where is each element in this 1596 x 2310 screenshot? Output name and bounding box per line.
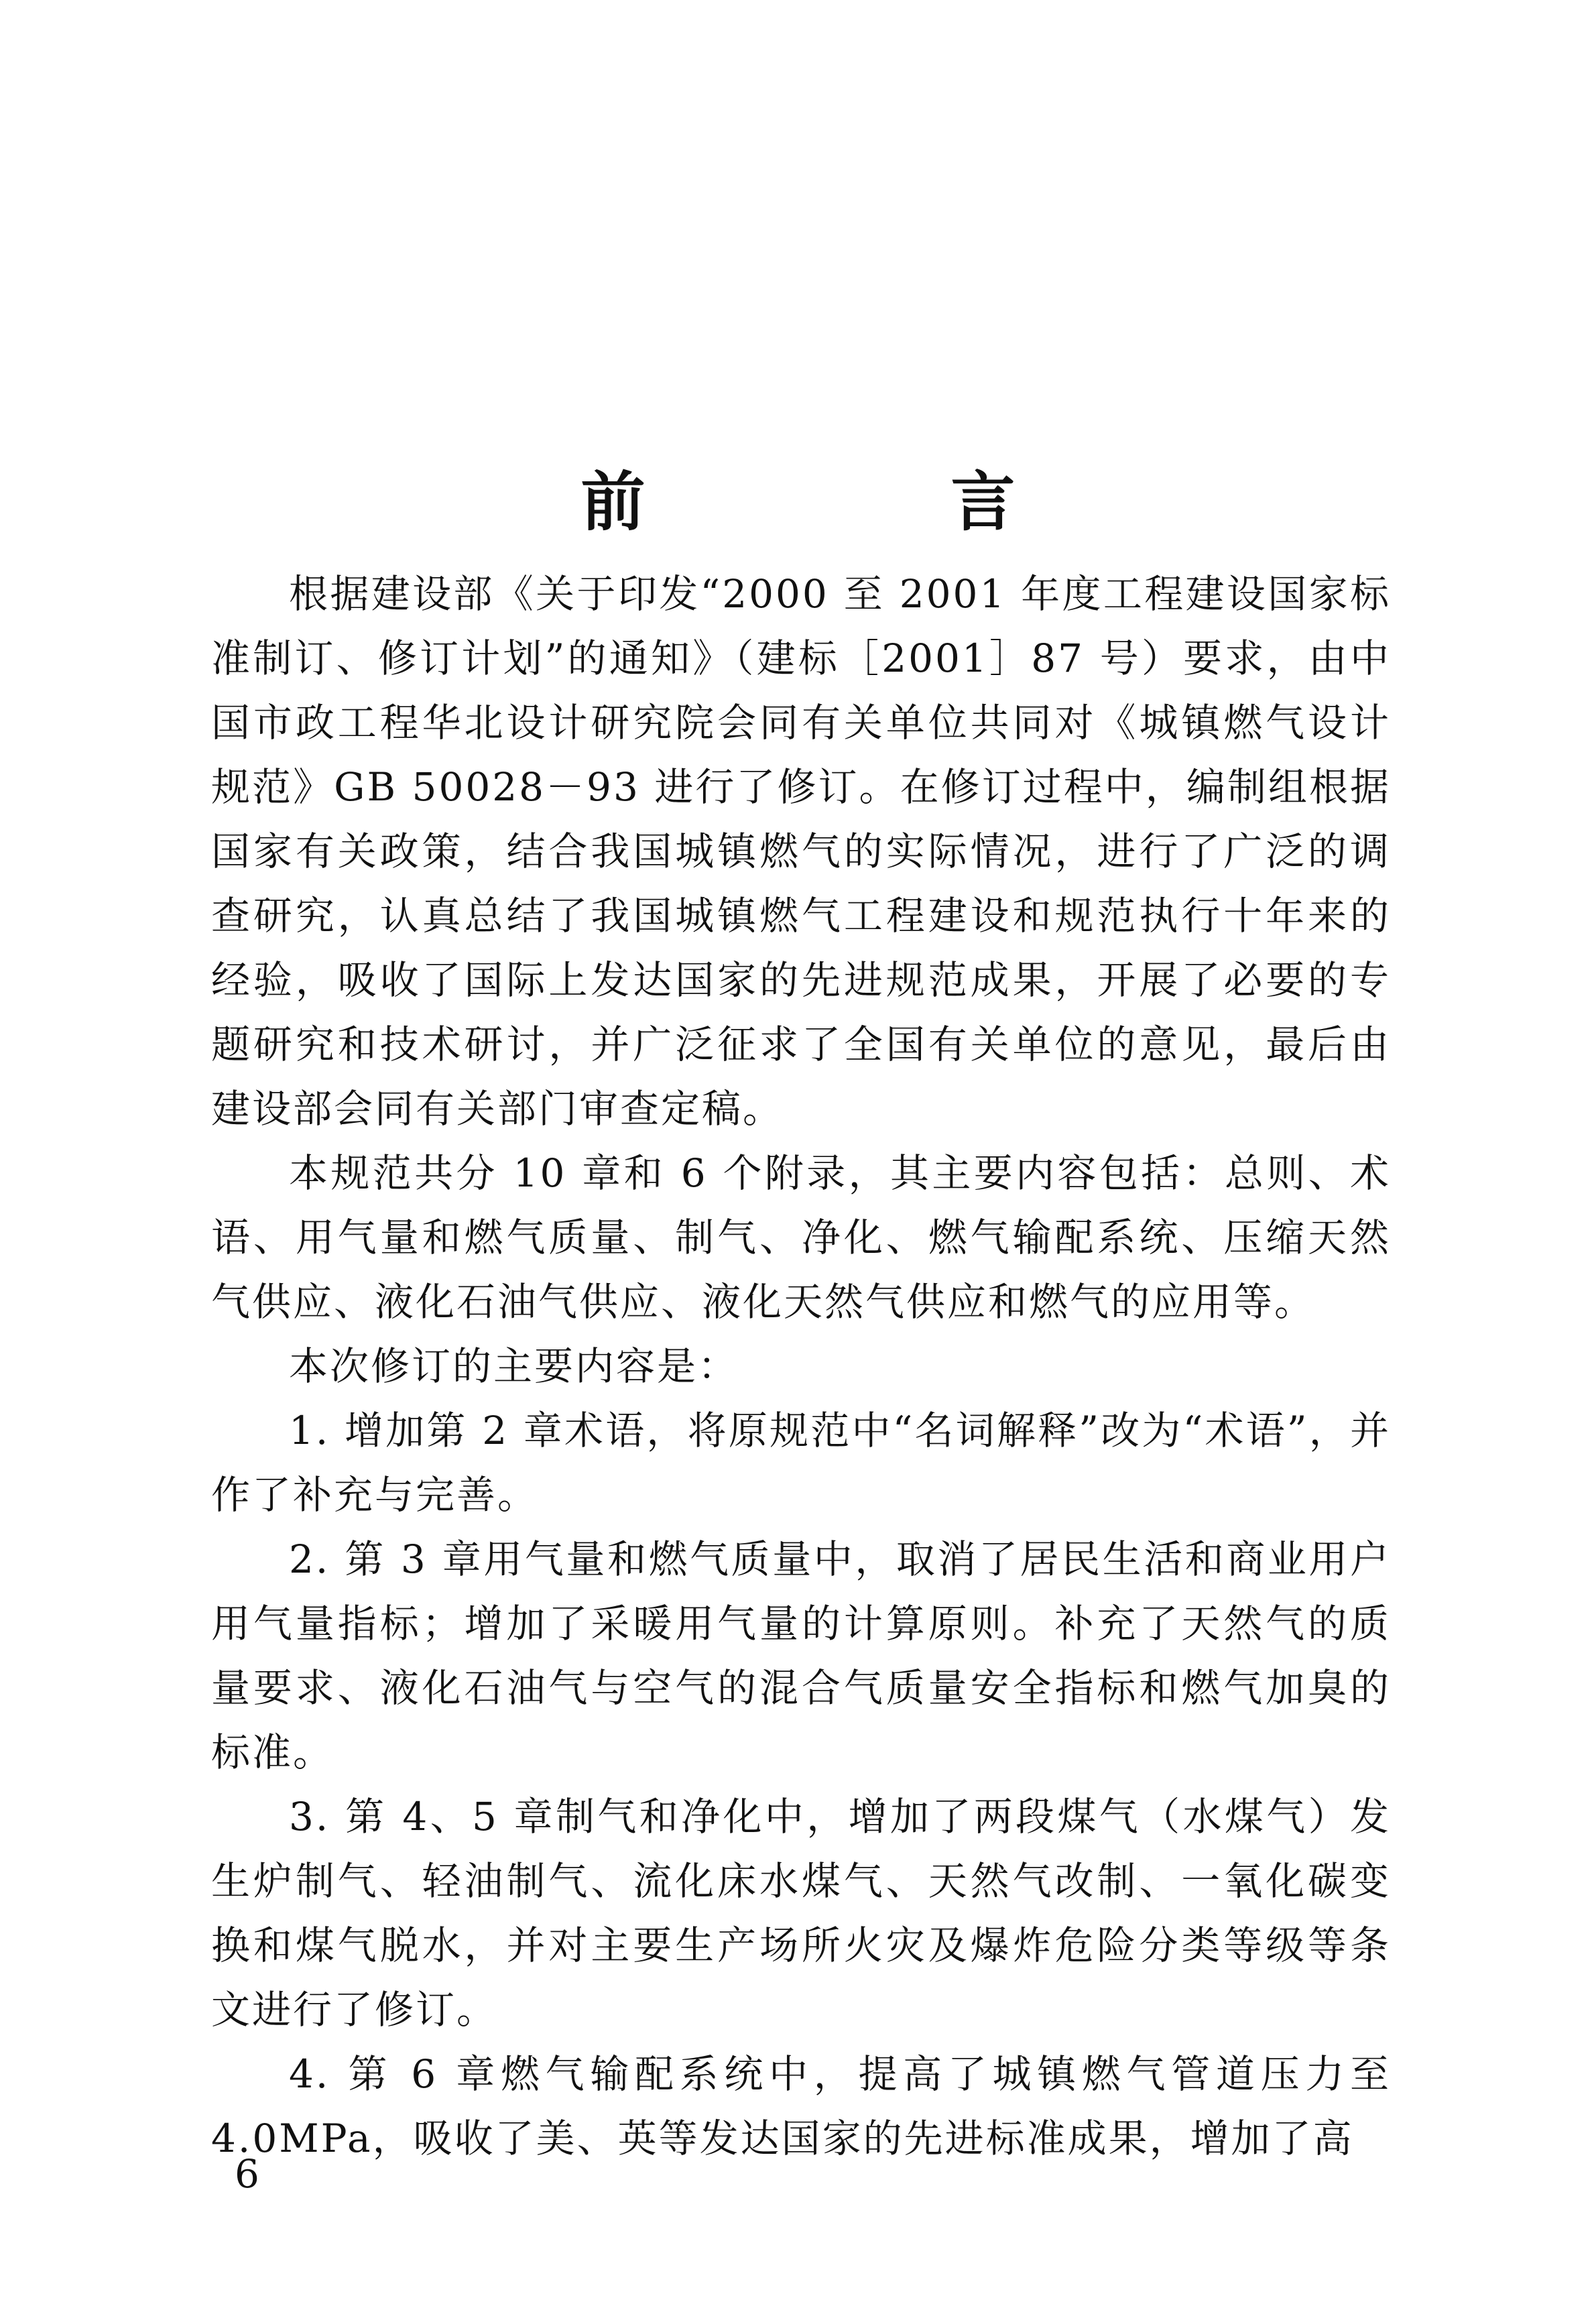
preface-body — [211, 562, 1391, 2171]
paragraph-6: 3. 第 4、5 章制气和净化中，增加了两段煤气（水煤气）发生炉制气、轻油制气、流化床水煤气、天然气改制、一氧化碳变换和煤气脱水，并对主要生产场所火灾及爆炸危险分类等级等条文进行了修订。 — [211, 1794, 1391, 2032]
page-number: 6 — [235, 2151, 259, 2197]
paragraph-1: 根据建设部《关于印发“2000 至 2001 年度工程建设国家标准制订、修订计划”的通知》（建标［2001］87 号）要求，由中国市政工程华北设计研究院会同有关单位共同对《城镇燃气设计规范》GB 50028－93 进行了修订。在修订过程中，编制组根据国家有关政策，结合我国城镇燃气的实际情况，进行了广泛的调查研究，认真总结了我国城镇燃气工程建设和规范执行十年来的经验，吸收了国际上发达国家的先进规范成果，开展了必要的专题研究和技术研讨，并广泛征求了全国有关单位的意见，最后由建设部会同有关部门审查定稿。 — [211, 571, 1391, 1132]
page-title: 前 言 — [580, 464, 1136, 540]
paragraph-3: 本次修订的主要内容是： — [289, 1343, 739, 1389]
paragraph-4: 1. 增加第 2 章术语，将原规范中“名词解释”改为“术语”，并作了补充与完善。 — [211, 1408, 1391, 1518]
paragraph-5: 2. 第 3 章用气量和燃气质量中，取消了居民生活和商业用户用气量指标；增加了采暖用气量的计算原则。补充了天然气的质量要求、液化石油气与空气的混合气质量安全指标和燃气加臭的标准。 — [211, 1536, 1391, 1775]
paragraph-7: 4. 第 6 章燃气输配系统中，提高了城镇燃气管道压力至 4.0MPa，吸收了美、英等发达国家的先进标准成果，增加了高 — [211, 2051, 1391, 2161]
paragraph-2: 本规范共分 10 章和 6 个附录，其主要内容包括：总则、术语、用气量和燃气质量、制气、净化、燃气输配系统、压缩天然气供应、液化石油气供应、液化天然气供应和燃气的应用等。 — [211, 1150, 1391, 1325]
